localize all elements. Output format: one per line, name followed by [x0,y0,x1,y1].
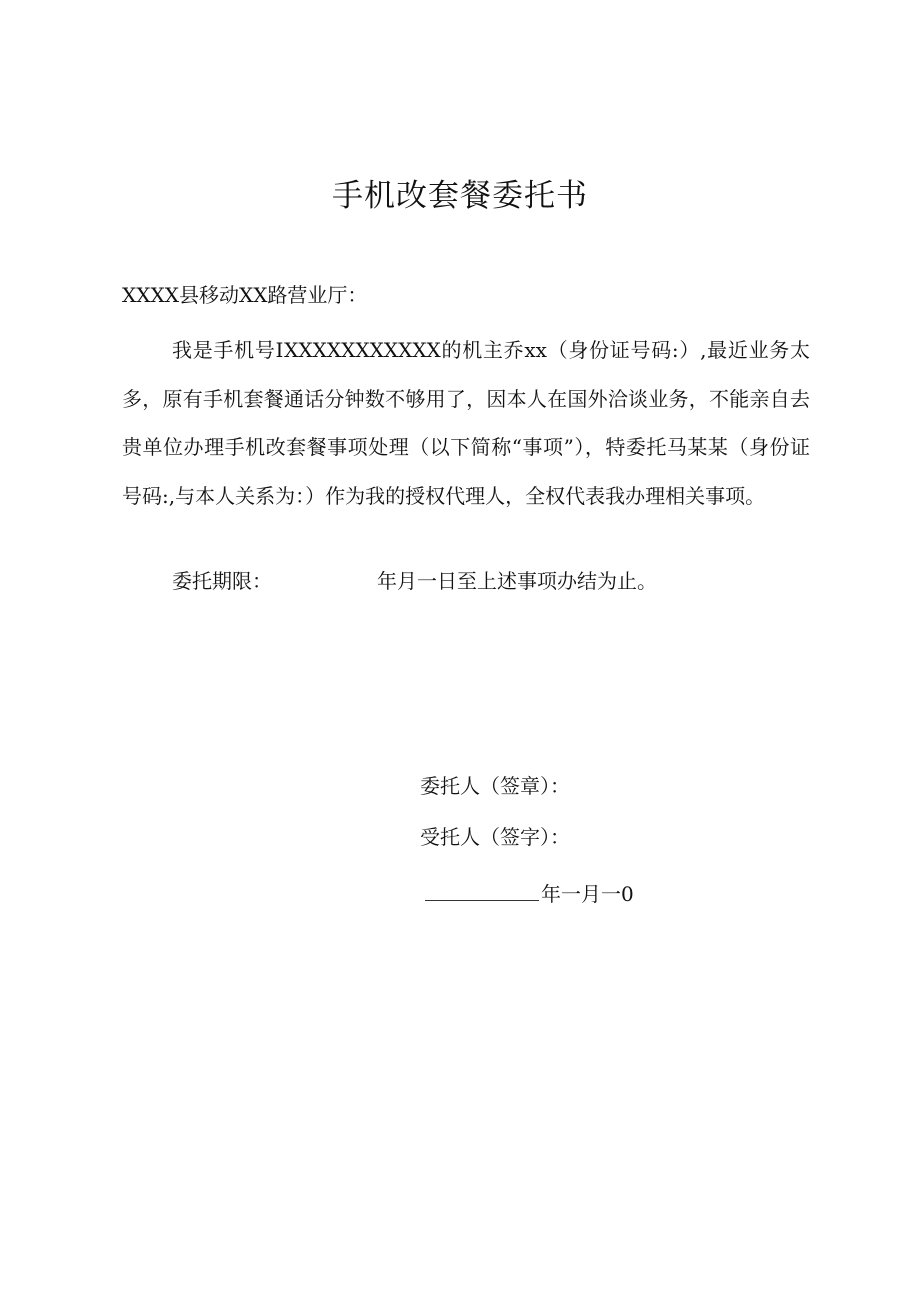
date-text: 年一月一0 [541,882,634,906]
term-line [172,566,657,596]
salutation: XXXX县移动XX路营业厅： [122,283,368,307]
agent-signature-label: 受托人（签字）： [420,825,570,849]
date-line [425,878,634,909]
body-paragraph: 我是手机号ⅠXXXXXXXXXXX的机主乔xx（身份证号码:）,最近业务太多，原有手机套餐通话分钟数不够用了，因本人在国外洽谈业务，不能亲自去贵单位办理手机改套餐事项处理（以下简称“事项”），特委托马某某（身份证号码:,与本人关系为：）作为我的授权代理人，全权代表我办理相关事项。 [122,338,810,508]
term-label: 委托期限： [172,569,272,593]
term-text: 年月一日至上述事项办结为止。 [377,569,657,593]
date-blank-underline [425,878,539,901]
document-title: 手机改套餐委托书 [332,178,588,214]
principal-signature-label: 委托人（签章）： [420,774,570,798]
